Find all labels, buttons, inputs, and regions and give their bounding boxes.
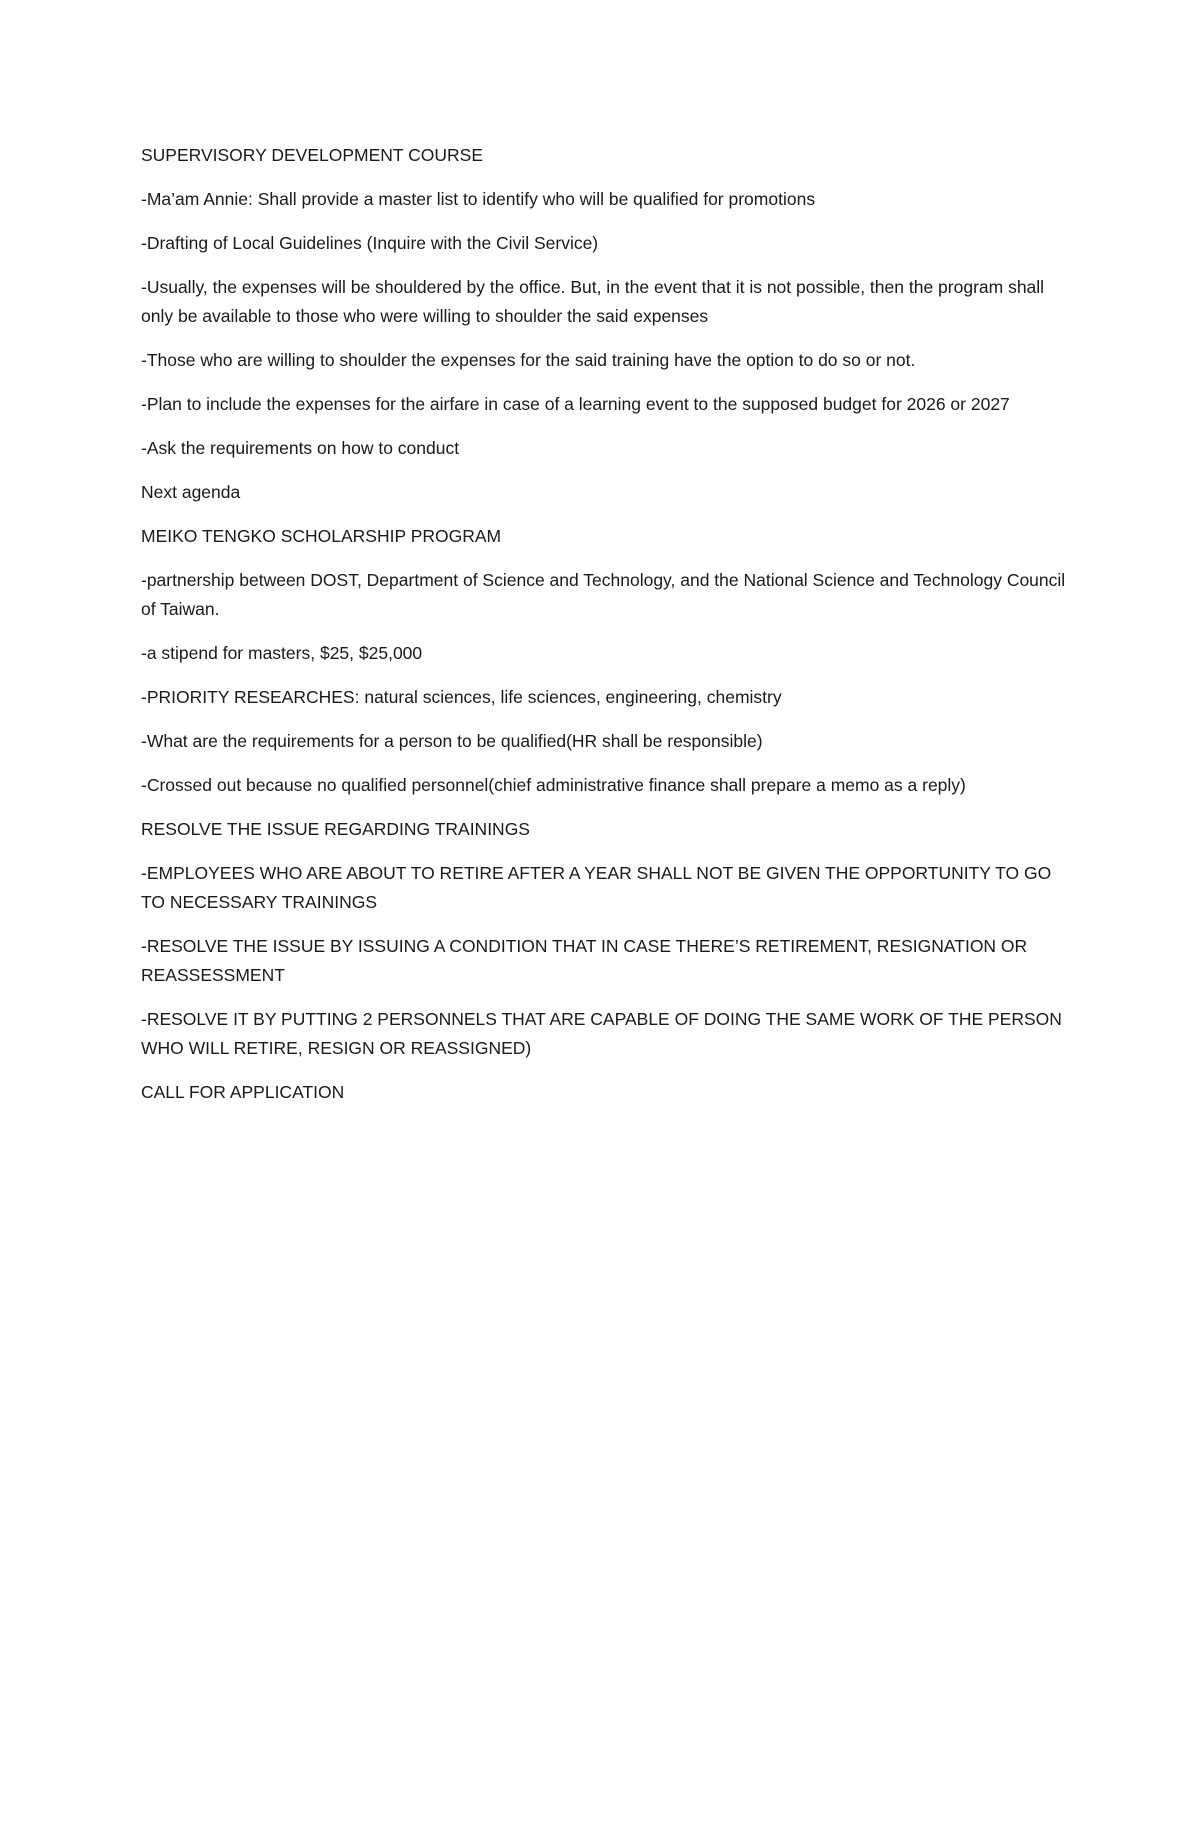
- note-expenses-option: -Those who are willing to shoulder the expenses for the said training have the option to do so or not.: [141, 350, 916, 370]
- note-resolve-condition: -RESOLVE THE ISSUE BY ISSUING A CONDITION THAT IN CASE THERE’S RETIREMENT, RESIGNATION OR REASSESSMENT: [141, 936, 1028, 985]
- note-retiring-employees: -EMPLOYEES WHO ARE ABOUT TO RETIRE AFTER A YEAR SHALL NOT BE GIVEN THE OPPORTUNITY TO GO TO NECESSARY TRAININGS: [141, 863, 1052, 912]
- note-master-list: -Ma’am Annie: Shall provide a master list to identify who will be qualified for promotions: [141, 189, 816, 209]
- note-ask-requirements: -Ask the requirements on how to conduct: [141, 438, 460, 458]
- note-resolve-personnel: -RESOLVE IT BY PUTTING 2 PERSONNELS THAT ARE CAPABLE OF DOING THE SAME WORK OF THE PERSON WHO WILL RETIRE, RESIGN OR REASSIGNED): [141, 1009, 1062, 1058]
- note-local-guidelines: -Drafting of Local Guidelines (Inquire with the Civil Service): [141, 233, 599, 253]
- note-priority-researches: -PRIORITY RESEARCHES: natural sciences, life sciences, engineering, chemistry: [141, 687, 782, 707]
- note-stipend: -a stipend for masters, $25, $25,000: [141, 643, 423, 663]
- next-agenda-label: Next agenda: [141, 482, 241, 502]
- section-heading-supervisory-development-course: SUPERVISORY DEVELOPMENT COURSE: [141, 145, 484, 165]
- section-heading-scholarship-program: MEIKO TENGKO SCHOLARSHIP PROGRAM: [141, 526, 502, 546]
- note-expenses-office: -Usually, the expenses will be shouldered by the office. But, in the event that it is not possible, then the program shall only be available to those who were willing to shoulder the said expenses: [141, 277, 1045, 326]
- note-qualification-requirements: -What are the requirements for a person to be qualified(HR shall be responsible): [141, 731, 763, 751]
- section-heading-trainings-issue: RESOLVE THE ISSUE REGARDING TRAININGS: [141, 819, 530, 839]
- note-crossed-out: -Crossed out because no qualified personnel(chief administrative finance shall prepare a memo as a reply): [141, 775, 966, 795]
- document-body: [141, 141, 1066, 1122]
- section-heading-call-for-application: CALL FOR APPLICATION: [141, 1082, 345, 1102]
- note-partnership: -partnership between DOST, Department of Science and Technology, and the National Science and Technology Council of Taiwan.: [141, 570, 1066, 619]
- note-airfare-budget: -Plan to include the expenses for the airfare in case of a learning event to the supposed budget for 2026 or 2027: [141, 394, 1010, 414]
